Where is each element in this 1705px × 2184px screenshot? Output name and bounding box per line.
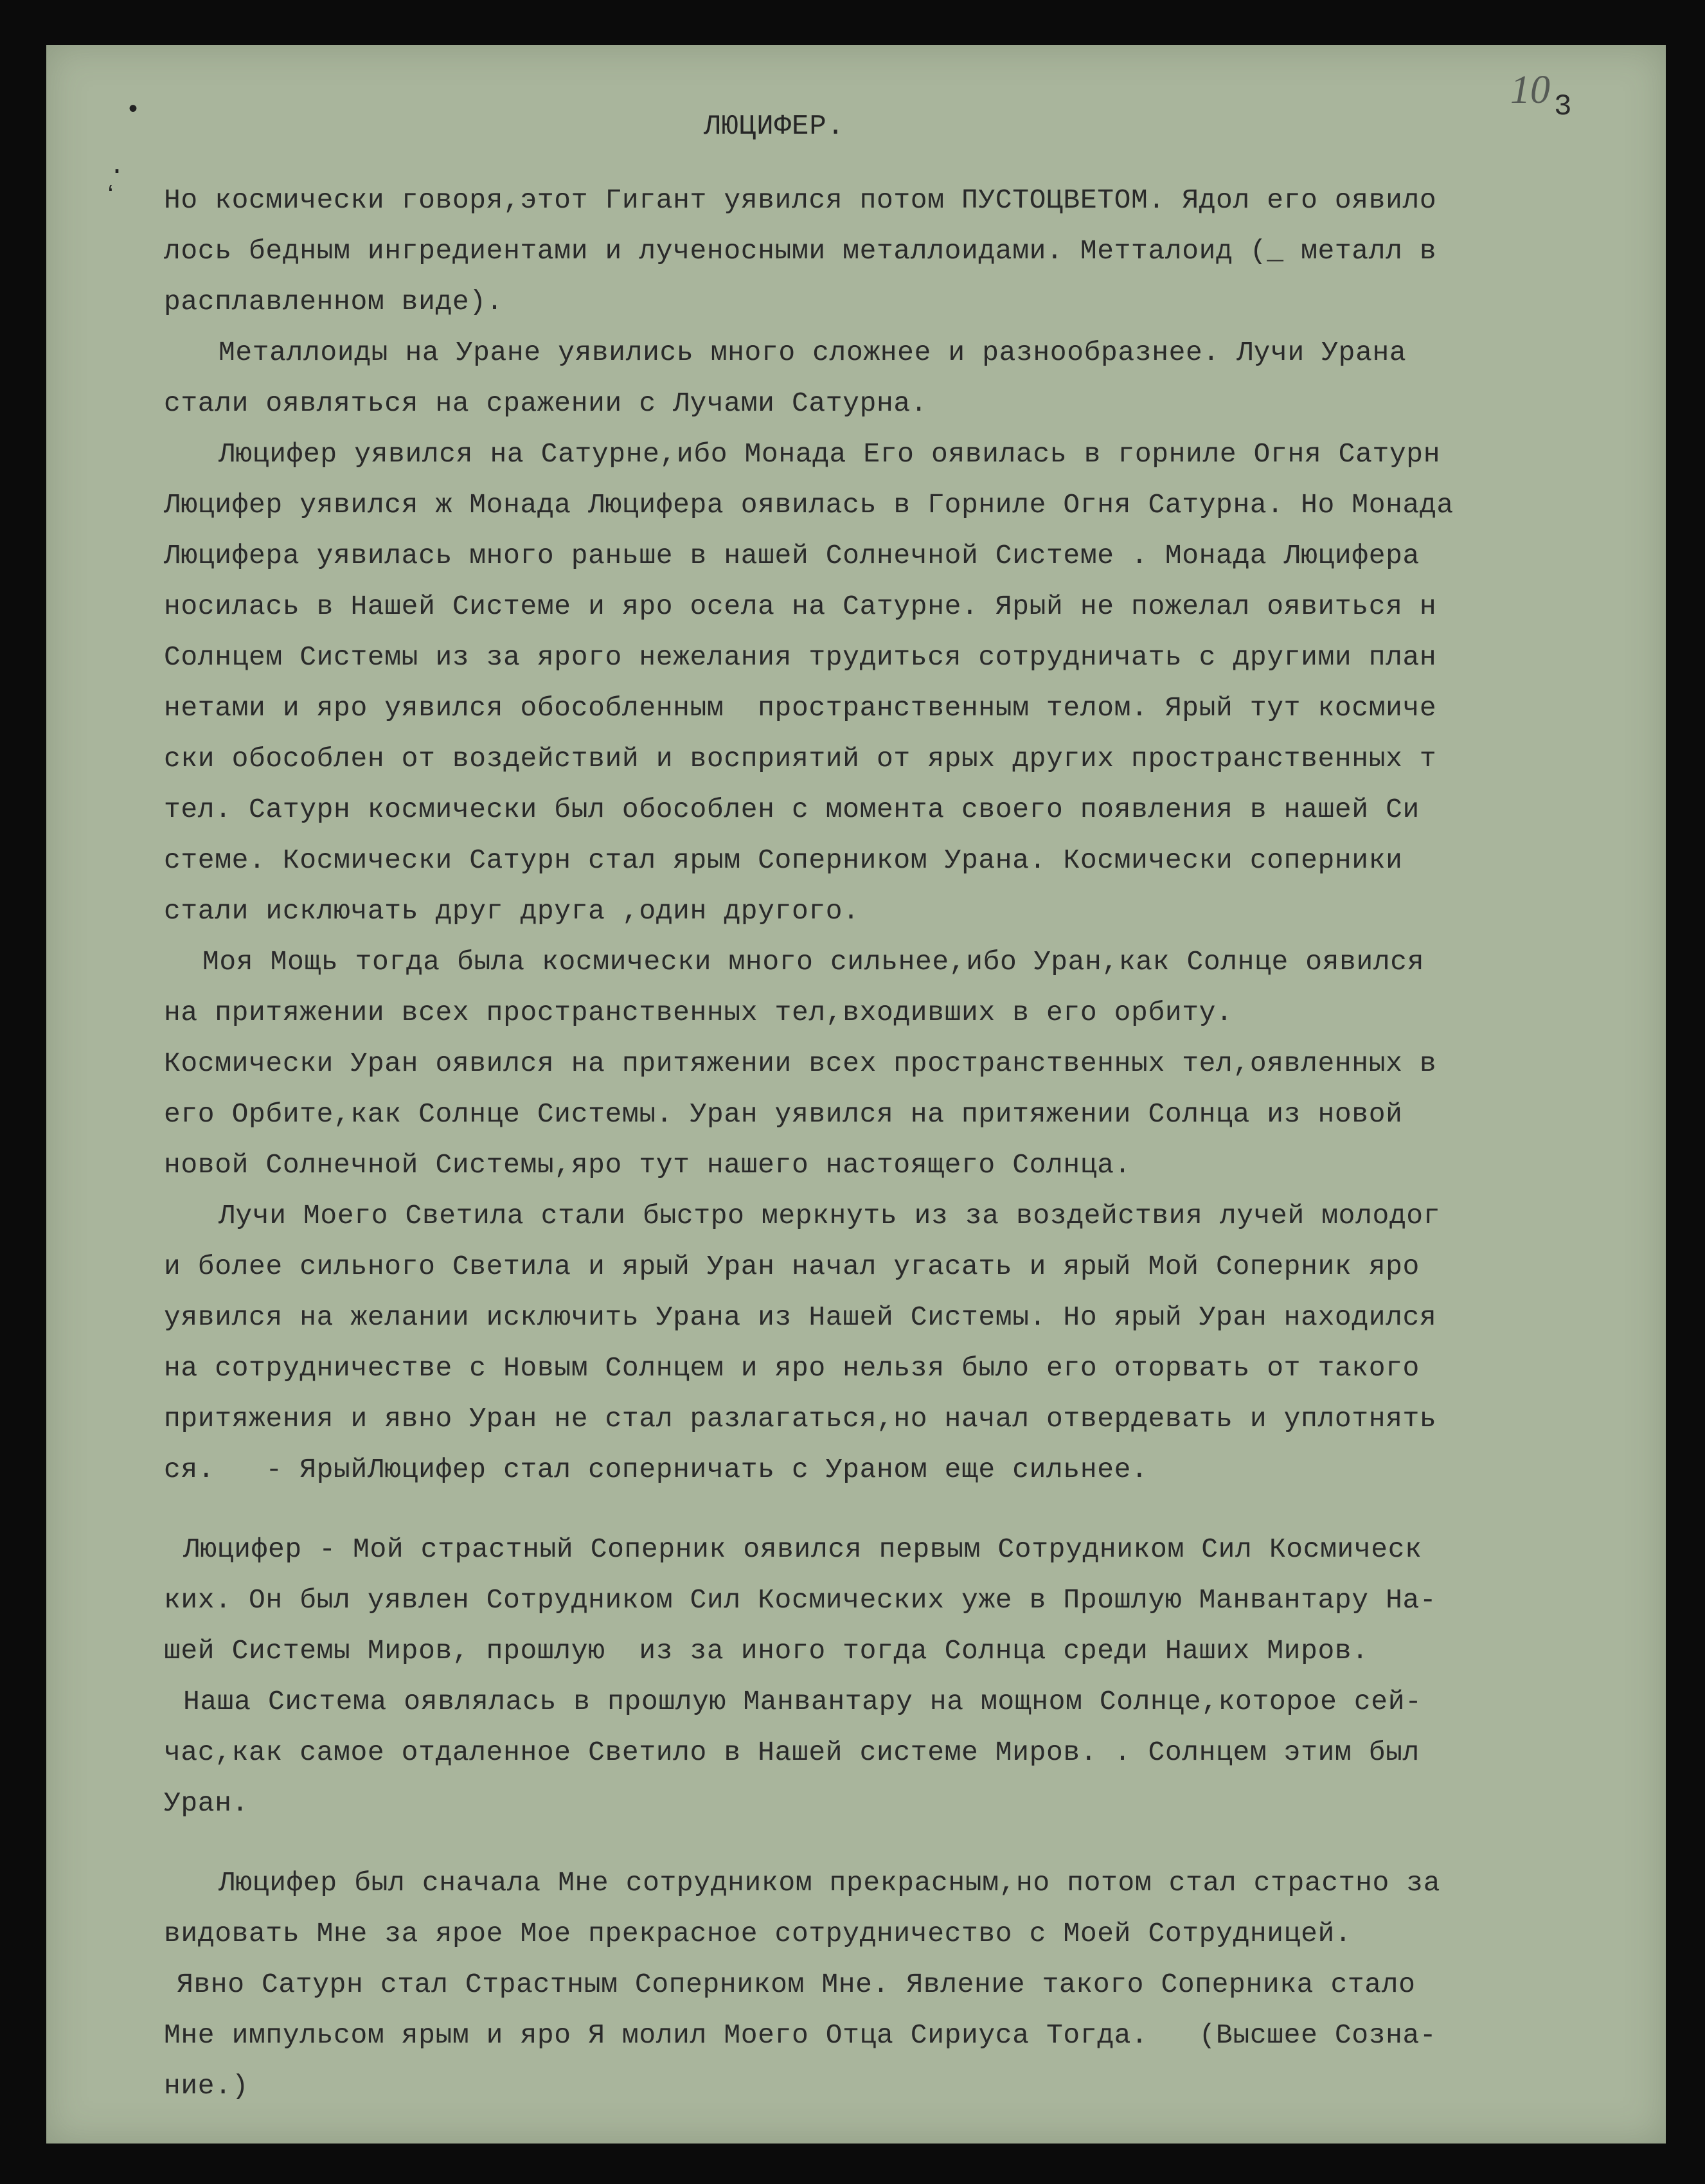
text-line: видовать Мне за ярое Мое прекрасное сотрудничество с Моей Сотрудницей. (164, 1918, 1352, 1949)
text-line: притяжения и явно Уран не стал разлагаться,но начал отвердевать и уплотнять (164, 1403, 1437, 1435)
text-line: расплавленном виде). (164, 286, 504, 318)
text-line: шей Системы Миров, прошлую из за иного тогда Солнца среди Наших Миров. (164, 1635, 1369, 1667)
text-line: ски обособлен от воздействий и восприятий от ярых других пространственных т (164, 743, 1437, 774)
text-line: Явно Сатурн стал Страстным Соперником Мне. Явление такого Соперника стало (177, 1969, 1416, 2000)
text-line: Люцифер - Мой страстный Соперник оявился первым Сотрудником Сил Космическ (183, 1534, 1422, 1565)
text-line: Люцифер уявился ж Монада Люцифера оявилась в Горниле Огня Сатурна. Но Монада (164, 489, 1454, 521)
margin-dot: · (109, 157, 125, 186)
text-line: на сотрудничестве с Новым Солнцем и яро нельзя было его оторвать от такого (164, 1352, 1420, 1384)
text-line: стали исключать друг друга ,один другого. (164, 895, 860, 927)
text-line: нетами и яро уявился обособленным пространственным телом. Ярый тут космиче (164, 692, 1437, 724)
text-line: Моя Мощь тогда была космически много сильнее,ибо Уран,как Солнце оявился (202, 946, 1425, 978)
text-line: Металлоиды на Уране уявились много сложнее и разнообразнее. Лучи Урана (219, 337, 1407, 368)
text-line: Солнцем Системы из за ярого нежелания трудиться сотрудничать с другими план (164, 641, 1437, 673)
text-line: ких. Он был уявлен Сотрудником Сил Космических уже в Прошлую Манвантару На- (164, 1584, 1437, 1616)
text-line: лось бедным ингредиентами и лученосными металлоидами. Метталоид (_ металл в (164, 235, 1437, 267)
text-line: уявился на желании исключить Урана из Нашей Системы. Но ярый Уран находился (164, 1302, 1437, 1333)
body-text (164, 175, 1591, 2111)
text-line: стали оявляться на сражении с Лучами Сатурна. (164, 388, 928, 419)
margin-dot: • (125, 96, 141, 125)
text-line: Уран. (164, 1787, 249, 1819)
text-line: Люцифер был сначала Мне сотрудником прекрасным,но потом стал страстно за (219, 1867, 1441, 1899)
page-number: 3 (1554, 90, 1572, 123)
folio-number: 10 (1510, 68, 1550, 112)
text-line: Лучи Моего Светила стали быстро меркнуть из за воздействия лучей молодог (219, 1200, 1441, 1231)
text-line: носилась в Нашей Системе и яро осела на Сатурне. Ярый не пожелал оявиться н (164, 591, 1437, 622)
text-line: Люцифера уявилась много раньше в нашей Солнечной Системе . Монада Люцифера (164, 540, 1420, 571)
text-line: его Орбите,как Солнце Системы. Уран уявился на притяжении Солнца из новой (164, 1098, 1403, 1130)
text-line: тел. Сатурн космически был обособлен с момента своего появления в нашей Си (164, 794, 1420, 825)
text-line: ние.) (164, 2070, 249, 2102)
margin-dot: ʻ (103, 183, 119, 212)
text-line: Наша Система оявлялась в прошлую Манвантару на мощном Солнце,которое сей- (183, 1686, 1422, 1717)
text-line: Но космически говоря,этот Гигант уявился потом ПУСТОЦВЕТОМ. Ядол его оявило (164, 184, 1437, 216)
text-line: и более сильного Светила и ярый Уран начал угасать и ярый Мой Соперник яро (164, 1251, 1420, 1282)
text-line: Мне импульсом ярым и яро Я молил Моего Отца Сириуса Тогда. (Высшее Созна- (164, 2019, 1437, 2051)
text-line: ся. - ЯрыйЛюцифер стал соперничать с Ураном еще сильнее. (164, 1454, 1148, 1485)
text-line: Люцифер уявился на Сатурне,ибо Монада Его оявилась в горниле Огня Сатурн (219, 438, 1441, 470)
document-title: ЛЮЦИФЕР. (704, 111, 845, 143)
text-line: на притяжении всех пространственных тел,входивших в его орбиту. (164, 997, 1233, 1028)
text-line: новой Солнечной Системы,яро тут нашего настоящего Солнца. (164, 1149, 1132, 1181)
text-line: Космически Уран оявился на притяжении всех пространственных тел,оявленных в (164, 1048, 1437, 1079)
text-line: час,как самое отдаленное Светило в Нашей системе Миров. . Солнцем этим был (164, 1737, 1420, 1768)
text-line: стеме. Космически Сатурн стал ярым Соперником Урана. Космически соперники (164, 845, 1403, 876)
